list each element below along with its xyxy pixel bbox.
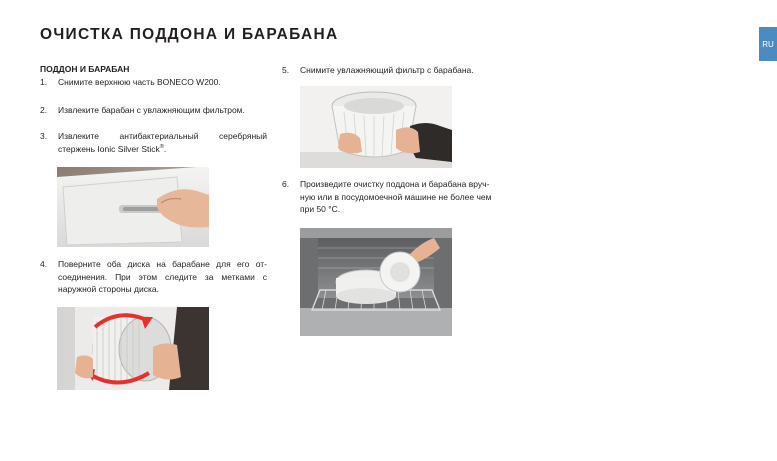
step-text: Произведите очистку поддона и барабана вруч-: [300, 179, 490, 189]
photo-silver-stick-removal: [57, 167, 209, 247]
step-text: ную или в посудомоечной машине не более чем: [300, 191, 492, 202]
step-text: стержень Ionic Silver Stick: [58, 143, 160, 154]
page-title: ОЧИСТКА ПОДДОНА И БАРАБАНА: [40, 26, 339, 43]
step-number: 1.: [40, 77, 48, 87]
step-4: [40, 258, 270, 298]
step-number: 6.: [282, 179, 290, 189]
photo-drum-disc-rotation: [57, 307, 209, 390]
section-heading: ПОДДОН И БАРАБАН: [40, 64, 130, 74]
step-text: Извлеките антибактериальный серебряный: [58, 131, 267, 141]
step-number: 4.: [40, 259, 48, 269]
step-text: Поверните оба диска на барабане для его от-: [58, 259, 267, 269]
step-text: при 50 °C.: [300, 204, 341, 214]
step-text: Снимите верхнюю часть BONECO W200.: [58, 77, 221, 87]
photo-dishwasher: [300, 228, 452, 336]
language-tab: RU: [759, 27, 777, 61]
step-3: [40, 130, 270, 158]
step-text: Снимите увлажняющий фильтр с барабана.: [300, 65, 474, 75]
step-number: 3.: [40, 131, 48, 141]
step-text: Извлеките барабан с увлажняющим фильтром.: [58, 105, 245, 115]
step-number: 2.: [40, 105, 48, 115]
step-6: [282, 178, 522, 218]
step-text-end: .: [163, 143, 167, 154]
step-text: соединения. При этом следите за метками с: [58, 271, 267, 282]
photo-filter-removal: [300, 86, 452, 168]
step-number: 5.: [282, 65, 290, 75]
step-text: наружной стороны диска.: [58, 284, 159, 294]
registered-mark: ®: [159, 143, 164, 150]
